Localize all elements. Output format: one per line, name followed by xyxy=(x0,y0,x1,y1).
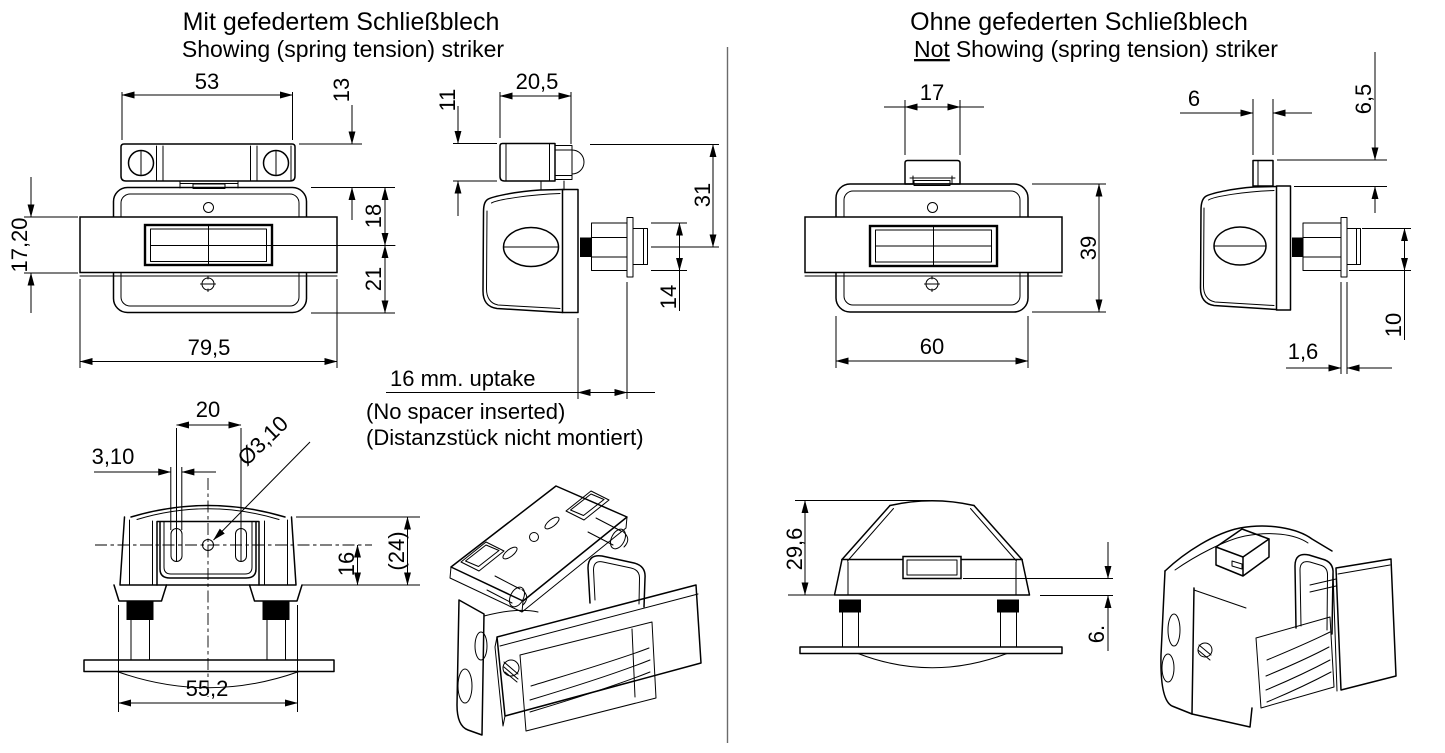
dim-label-18: 18 xyxy=(361,203,386,229)
dim-label-79-5: 79,5 xyxy=(187,335,231,360)
uptake-note xyxy=(366,366,644,450)
dim-label-55-2: 55,2 xyxy=(185,676,229,701)
dim-label-6-dot: 6. xyxy=(1084,624,1109,644)
dim-label-39: 39 xyxy=(1076,235,1101,261)
dim-label-13: 13 xyxy=(329,77,354,103)
uptake-note-line1: 16 mm. uptake xyxy=(390,366,536,391)
dim-label-diameter-3-10: Ø3,10 xyxy=(232,410,294,471)
top-view-dimension-lines xyxy=(91,425,420,712)
isometric-view-no-striker xyxy=(1161,526,1396,727)
left-title-german: Mit gefedertem Schließblech xyxy=(182,8,500,36)
side-view-no-striker-dimensions xyxy=(1180,52,1411,374)
right-title-english: Not Showing (spring tension) striker xyxy=(914,36,1278,62)
left-section xyxy=(7,8,719,735)
dim-label-11: 11 xyxy=(435,88,460,112)
title-not-underlined: Not xyxy=(914,36,950,62)
dim-label-14: 14 xyxy=(656,284,681,310)
dim-label-3-10: 3,10 xyxy=(91,444,135,469)
dim-label-1-6: 1,6 xyxy=(1287,339,1319,364)
front-view-with-striker xyxy=(7,69,395,368)
right-title-german: Ohne gefederten Schließblech xyxy=(910,8,1248,36)
side-view-dimension-lines xyxy=(386,92,719,399)
dim-label-60: 60 xyxy=(919,334,945,359)
side-view-no-striker xyxy=(1180,52,1411,374)
dim-label-24: (24) xyxy=(384,531,409,571)
dim-label-6-5: 6,5 xyxy=(1351,83,1376,115)
dim-label-16: 16 xyxy=(334,551,359,577)
dim-label-20-5: 20,5 xyxy=(515,69,559,94)
right-section xyxy=(782,8,1411,727)
dim-label-21: 21 xyxy=(361,266,386,292)
dim-label-17: 17 xyxy=(919,80,945,105)
dim-label-29-6: 29,6 xyxy=(782,527,807,571)
dim-label-53: 53 xyxy=(194,69,220,94)
side-view-with-striker xyxy=(366,69,719,450)
uptake-note-line3: (Distanzstück nicht montiert) xyxy=(366,425,644,450)
dim-label-6: 6 xyxy=(1187,86,1201,111)
uptake-note-line2: (No spacer inserted) xyxy=(366,399,566,424)
isometric-view-with-striker xyxy=(450,486,701,735)
left-title-english: Showing (spring tension) striker xyxy=(181,36,505,62)
dim-label-10: 10 xyxy=(1381,312,1406,338)
dim-label-20: 20 xyxy=(195,397,221,422)
top-view-no-striker xyxy=(782,501,1113,668)
dim-label-31: 31 xyxy=(690,182,715,208)
front-view-no-striker xyxy=(805,80,1106,368)
dim-label-17-20: 17,20 xyxy=(7,217,32,273)
